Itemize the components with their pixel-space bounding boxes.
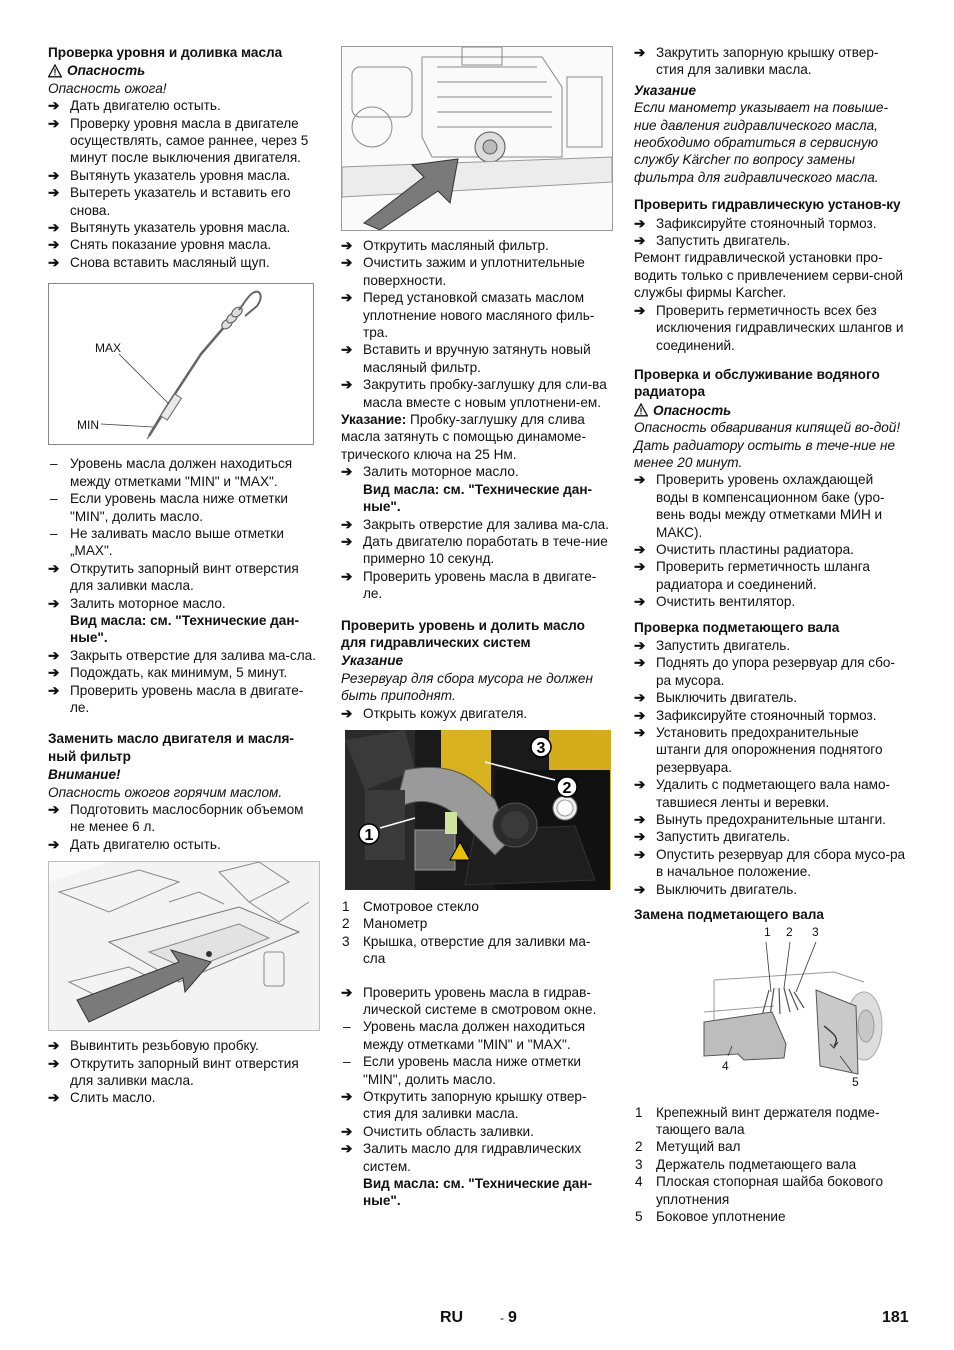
step-list — [634, 44, 906, 79]
step-item — [48, 1037, 320, 1054]
arrow-icon: ➔ — [48, 1055, 60, 1071]
item-text: Залить масло для гидравлических систем. — [363, 1141, 582, 1174]
item-text: Проверить уровень масла в двигате-ле. — [70, 682, 304, 715]
section-title-radiator: Проверка и обслуживание водяного радиатора — [634, 366, 880, 400]
item-text: Дать двигателю поработать в тече-ние примерно 10 секунд. — [363, 533, 608, 567]
item-text: Очистить пластины радиатора. — [656, 541, 854, 557]
item-text: Поднять до упора резервуар для сбо-ра мусора. — [656, 655, 895, 688]
item-text: Если уровень масла ниже отметки "MIN", долить масло. — [363, 1054, 581, 1087]
legend-list — [341, 898, 612, 968]
step-item — [341, 516, 612, 533]
step-item — [634, 541, 906, 558]
legend-text: Крышка, отверстие для заливки ма-сла — [363, 933, 591, 967]
arrow-icon: ➔ — [341, 705, 353, 721]
step-item — [48, 254, 320, 271]
legend-number: 2 — [342, 916, 350, 932]
item-text: Залить моторное масло. — [70, 595, 226, 611]
arrow-icon: ➔ — [634, 638, 646, 653]
arrow-icon: ➔ — [634, 777, 646, 793]
step-item — [48, 836, 320, 853]
section-title-roller-replace: Замена подметающего вала — [634, 907, 824, 923]
arrow-icon: ➔ — [634, 45, 646, 60]
item-text: Проверить уровень масла в двигате-ле. — [363, 568, 597, 602]
legend-number: 5 — [635, 1208, 643, 1224]
svg-text:3: 3 — [536, 739, 546, 757]
fig-label-1: 1 — [764, 925, 771, 939]
item-text: Выключить двигатель. — [656, 881, 798, 897]
step-item — [634, 707, 906, 724]
item-text: Залить моторное масло. — [363, 464, 519, 480]
step-list — [48, 647, 320, 717]
arrow-icon: ➔ — [634, 690, 646, 706]
column-1 — [48, 44, 320, 1107]
step-item — [634, 689, 906, 706]
note-text: Если манометр указывает на повыше-ние давления гидравлического масла, необходимо обратиться в сервисную службу Kärcher по вопросу замены фильтра для гидравлического масла. — [634, 100, 889, 185]
arrow-icon: ➔ — [341, 1123, 353, 1139]
item-text: Вывинтить резьбовую пробку. — [70, 1038, 259, 1054]
legend-text: Плоская стопорная шайба бокового уплотнения — [656, 1174, 883, 1207]
dash-icon: – — [50, 456, 58, 472]
step-item — [634, 302, 906, 354]
step-item — [48, 1055, 320, 1090]
item-text: Не заливать масло выше отметки „MAX". — [70, 525, 284, 559]
note-list — [48, 455, 320, 559]
hydraulic-tank-photo — [345, 730, 611, 890]
legend-text: Крепежный винт держателя подме-тающего вала — [656, 1104, 880, 1137]
note-item — [341, 1018, 612, 1053]
step-item — [634, 654, 906, 689]
item-text: Вытянуть указатель уровня масла. — [70, 220, 291, 236]
step-item — [48, 184, 320, 219]
step-item — [48, 236, 320, 253]
column-2 — [341, 44, 612, 1210]
arrow-icon: ➔ — [634, 881, 646, 897]
step-item — [341, 254, 612, 289]
sweeping-roller-figure — [634, 926, 906, 1104]
step-item — [634, 881, 906, 898]
legend-item — [341, 898, 612, 915]
label-max: MAX — [95, 341, 122, 356]
legend-item — [341, 933, 612, 968]
step-item — [48, 647, 320, 664]
step-item — [634, 811, 906, 828]
arrow-icon: ➔ — [48, 682, 60, 698]
step-item — [48, 115, 320, 167]
arrow-icon: ➔ — [48, 595, 60, 611]
item-text: Вытереть указатель и вставить его снова. — [70, 185, 291, 218]
step-item — [634, 828, 906, 845]
arrow-icon: ➔ — [634, 302, 646, 318]
danger-text: Опасность обваривания кипящей во-дой! Дать радиатору остыть в тече-ние не менее 20 минут. — [634, 420, 901, 470]
arrow-icon: ➔ — [48, 1038, 60, 1054]
item-text: Вытянуть указатель уровня масла. — [70, 167, 291, 183]
fig-label-4: 4 — [722, 1058, 729, 1073]
svg-text:1: 1 — [364, 826, 374, 844]
dash-icon: – — [343, 1019, 351, 1035]
step-item — [634, 776, 906, 811]
item-text: Запустить двигатель. — [656, 829, 791, 845]
caution-text: Опасность ожогов горячим маслом. — [48, 784, 283, 800]
legend-number: 1 — [342, 898, 350, 914]
oil-type-ref: Вид масла: см. "Технические дан-ные". — [363, 1176, 593, 1209]
item-text: Опустить резервуар для сбора мусо-ра в начальное положение. — [656, 846, 906, 880]
section-title-oil-change: Заменить масло двигателя и масля-ный фильтр — [48, 731, 294, 764]
hydraulic-repair-text: Ремонт гидравлической установки про-водить только с привлечением серви-сной службы фирмы Karcher. — [634, 250, 903, 301]
step-list — [48, 560, 320, 612]
item-text: Очистить зажим и уплотнительные поверхности. — [363, 255, 585, 288]
note-text: Резервуар для сбора мусора не должен быть приподнят. — [341, 670, 593, 704]
item-text: Проверить уровень охлаждающей воды в компенсационном баке (уро-вень воды между отметками МИН и МАКС). — [656, 472, 885, 540]
legend-text: Метущий вал — [656, 1139, 741, 1155]
item-text: Проверку уровня масла в двигателе осуществлять, самое раннее, через 5 минут после выключения двигателя. — [70, 115, 309, 166]
legend-text: Боковое уплотнение — [656, 1208, 786, 1224]
arrow-icon: ➔ — [634, 541, 646, 557]
step-item — [634, 724, 906, 776]
arrow-icon: ➔ — [341, 238, 353, 253]
item-text: Подождать, как минимум, 5 минут. — [70, 665, 288, 681]
step-item — [341, 289, 612, 341]
step-item — [634, 215, 906, 232]
legend-item — [634, 1156, 906, 1173]
note-label: Указание — [634, 82, 697, 98]
oil-type-ref: Вид масла: см. "Технические дан-ные". — [363, 481, 593, 515]
step-item — [341, 341, 612, 376]
warning-triangle-icon — [48, 64, 62, 78]
item-text: Открыть кожух двигателя. — [363, 705, 528, 721]
arrow-icon: ➔ — [341, 377, 353, 393]
step-list — [341, 1088, 612, 1175]
step-item — [48, 682, 320, 717]
item-text: Запустить двигатель. — [656, 638, 791, 653]
step-item — [341, 705, 612, 722]
legend-text: Смотровое стекло — [363, 898, 479, 914]
step-item — [48, 167, 320, 184]
torque-note: Указание: Пробку-заглушку для слива масла затянуть с помощью динамоме-трического ключа на 25 Нм. — [341, 412, 587, 462]
arrow-icon: ➔ — [48, 185, 60, 201]
step-item — [48, 560, 320, 595]
legend-item — [634, 1104, 906, 1139]
oil-type-ref: Вид масла: см. "Технические дан-ные". — [70, 612, 300, 646]
legend-item — [341, 915, 612, 932]
step-list — [341, 984, 612, 1019]
step-item — [341, 1123, 612, 1140]
section-title-hydraulic-check: Проверить гидравлическую установ-ку — [634, 197, 901, 213]
section-title-roller-check: Проверка подметающего вала — [634, 619, 840, 635]
fig-label-3: 3 — [812, 925, 819, 939]
item-text: Перед установкой смазать маслом уплотнение нового масляного филь-тра. — [363, 290, 595, 341]
arrow-icon: ➔ — [341, 533, 353, 549]
legend-number: 4 — [635, 1174, 643, 1190]
item-text: Открутить запорную крышку отвер-стия для заливки масла. — [363, 1089, 587, 1122]
step-list — [48, 97, 320, 271]
arrow-icon: ➔ — [634, 829, 646, 845]
oil-filter-figure — [341, 46, 613, 231]
item-text: Открутить запорный винт отверстия для заливки масла. — [70, 560, 299, 594]
step-item — [48, 219, 320, 236]
arrow-icon: ➔ — [48, 237, 60, 253]
item-text: Удалить с подметающего вала намо-тавшиеся ленты и веревки. — [656, 777, 891, 810]
callout-2 — [557, 777, 577, 797]
step-list — [48, 1037, 320, 1107]
arrow-icon: ➔ — [634, 655, 646, 671]
step-item — [341, 568, 612, 603]
note-list — [341, 1018, 612, 1088]
item-text: Если уровень масла ниже отметки "MIN", долить масло. — [70, 491, 288, 524]
section-title-hydraulic-oil: Проверить уровень и долить масло для гидравлических систем — [341, 617, 585, 650]
legend-item — [634, 1138, 906, 1155]
arrow-icon: ➔ — [48, 98, 60, 114]
label-min: MIN — [77, 418, 99, 433]
arrow-icon: ➔ — [341, 984, 353, 1000]
legend-number: 3 — [342, 933, 350, 949]
legend-number: 3 — [635, 1156, 643, 1172]
step-list — [634, 637, 906, 898]
item-text: Закрутить пробку-заглушку для сли-ва масла вместе с новым уплотнени-ем. — [363, 377, 607, 410]
item-text: Очистить область заливки. — [363, 1123, 534, 1139]
note-item — [341, 1053, 612, 1088]
step-item — [634, 558, 906, 593]
arrow-icon: ➔ — [48, 802, 60, 817]
step-item — [341, 376, 612, 411]
legend-number: 1 — [635, 1104, 643, 1120]
arrow-icon: ➔ — [48, 647, 60, 663]
step-list — [634, 215, 906, 250]
step-list — [634, 302, 906, 354]
legend-number: 2 — [635, 1139, 643, 1155]
step-item — [634, 637, 906, 654]
column-3 — [634, 44, 906, 1225]
step-item — [634, 232, 906, 249]
step-item — [341, 533, 612, 568]
legend-text: Держатель подметающего вала — [656, 1156, 857, 1172]
item-text: Уровень масла должен находиться между отметками "MIN" и "MAX". — [70, 456, 293, 489]
arrow-icon: ➔ — [634, 233, 646, 249]
footer-page-number: 181 — [882, 1309, 909, 1326]
step-item — [341, 237, 612, 254]
step-item — [634, 593, 906, 610]
arrow-icon: ➔ — [48, 167, 60, 183]
item-text: Закрыть отверстие для залива ма-сла. — [70, 647, 316, 663]
step-item — [48, 801, 320, 836]
step-item — [48, 1089, 320, 1106]
item-text: Зафиксируйте стояночный тормоз. — [656, 215, 877, 231]
note-item — [48, 525, 320, 560]
arrow-icon: ➔ — [341, 342, 353, 358]
item-text: Выключить двигатель. — [656, 690, 798, 706]
item-text: Закрутить запорную крышку отвер-стия для заливки масла. — [656, 45, 879, 78]
note-item — [48, 455, 320, 490]
step-item — [634, 846, 906, 881]
section-title-oil-check: Проверка уровня и доливка масла — [48, 45, 283, 60]
fig-label-5: 5 — [852, 1074, 859, 1089]
arrow-icon: ➔ — [48, 1090, 60, 1106]
danger-text: Опасность ожога! — [48, 80, 167, 96]
arrow-icon: ➔ — [634, 215, 646, 231]
arrow-icon: ➔ — [341, 568, 353, 584]
arrow-icon: ➔ — [341, 1089, 353, 1105]
item-text: Проверить герметичность шланга радиатора и соединений. — [656, 559, 870, 592]
step-item — [48, 595, 320, 612]
arrow-icon: ➔ — [634, 472, 646, 488]
item-text: Проверить уровень масла в гидрав-лической системе в смотровом окне. — [363, 984, 597, 1017]
arrow-icon: ➔ — [634, 594, 646, 610]
legend-item — [634, 1173, 906, 1208]
item-text: Открутить масляный фильтр. — [363, 238, 549, 253]
arrow-icon: ➔ — [48, 220, 60, 236]
item-text: Подготовить маслосборник объемом не менее 6 л. — [70, 802, 304, 835]
footer-language: RU — [440, 1309, 464, 1326]
arrow-icon: ➔ — [48, 254, 60, 270]
step-list — [341, 237, 612, 411]
arrow-icon: ➔ — [48, 665, 60, 681]
step-list — [634, 471, 906, 610]
arrow-icon: ➔ — [634, 812, 646, 828]
item-text: Проверить герметичность всех без исключения гидравлических шлангов и соединений. — [656, 302, 904, 353]
arrow-icon: ➔ — [341, 1141, 353, 1157]
footer-section-page: - 9 — [500, 1309, 517, 1326]
step-item — [634, 471, 906, 541]
item-text: Дать двигателю остыть. — [70, 98, 221, 114]
item-text: Слить масло. — [70, 1090, 156, 1106]
svg-text:2: 2 — [562, 779, 572, 797]
step-item — [48, 664, 320, 681]
arrow-icon: ➔ — [634, 707, 646, 723]
step-list — [48, 801, 320, 853]
arrow-icon: ➔ — [48, 560, 60, 576]
step-list — [341, 705, 612, 722]
legend-list — [634, 1104, 906, 1226]
step-item — [341, 463, 612, 480]
arrow-icon: ➔ — [48, 115, 60, 131]
note-item — [48, 490, 320, 525]
item-text: Дать двигателю остыть. — [70, 836, 221, 852]
item-text: Закрыть отверстие для залива ма-сла. — [363, 516, 609, 532]
dipstick-figure — [48, 283, 314, 445]
dash-icon: – — [343, 1054, 351, 1070]
step-item — [341, 1088, 612, 1123]
fig-label-2: 2 — [786, 925, 793, 939]
arrow-icon: ➔ — [341, 290, 353, 306]
warning-triangle-icon — [634, 403, 648, 417]
arrow-icon: ➔ — [341, 464, 353, 480]
step-item — [48, 97, 320, 114]
legend-item — [634, 1208, 906, 1225]
step-list — [341, 463, 612, 480]
legend-text: Манометр — [363, 916, 428, 932]
step-item — [634, 44, 906, 79]
danger-label: Опасность — [48, 62, 320, 79]
item-text: Снять показание уровня масла. — [70, 237, 272, 253]
callout-1 — [359, 824, 379, 844]
arrow-icon: ➔ — [341, 516, 353, 532]
item-text: Очистить вентилятор. — [656, 594, 796, 610]
danger-label: Опасность — [634, 402, 906, 419]
item-text: Установить предохранительные штанги для опорожнения поднятого резервуара. — [656, 725, 883, 775]
arrow-icon: ➔ — [341, 255, 353, 271]
step-list — [341, 516, 612, 603]
item-text: Снова вставить масляный щуп. — [70, 254, 270, 270]
caution-label: Внимание! — [48, 767, 121, 783]
item-text: Запустить двигатель. — [656, 233, 791, 249]
engine-drain-figure — [48, 861, 320, 1031]
dash-icon: – — [50, 525, 58, 541]
dash-icon: – — [50, 491, 58, 507]
item-text: Открутить запорный винт отверстия для заливки масла. — [70, 1055, 299, 1089]
item-text: Вынуть предохранительные штанги. — [656, 812, 886, 828]
arrow-icon: ➔ — [634, 846, 646, 862]
item-text: Зафиксируйте стояночный тормоз. — [656, 707, 877, 723]
arrow-icon: ➔ — [48, 836, 60, 852]
item-text: Вставить и вручную затянуть новый масляный фильтр. — [363, 342, 591, 375]
note-label: Указание — [341, 653, 404, 669]
callout-3 — [531, 737, 551, 757]
step-item — [341, 1140, 612, 1175]
step-item — [341, 984, 612, 1019]
item-text: Уровень масла должен находиться между отметками "MIN" и "MAX". — [363, 1019, 586, 1052]
arrow-icon: ➔ — [634, 559, 646, 575]
arrow-icon: ➔ — [634, 725, 646, 741]
